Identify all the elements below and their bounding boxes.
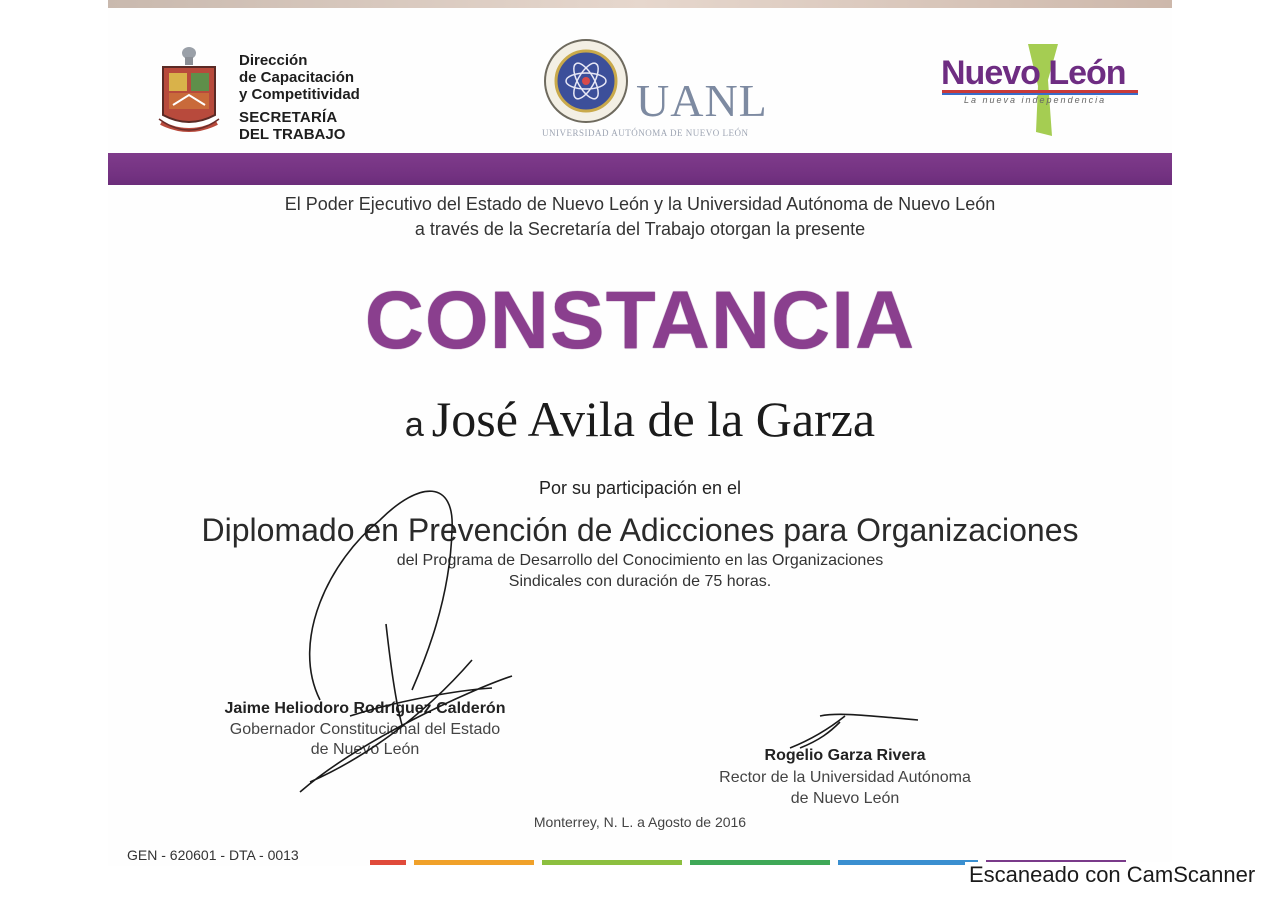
program-line-1: del Programa de Desarrollo del Conocimiento en las Organizaciones [396, 552, 884, 569]
program-line-2: Sindicales con duración de 75 horas. [508, 573, 772, 590]
uanl-subtitle: UNIVERSIDAD AUTÓNOMA DE NUEVO LEÓN [542, 128, 749, 138]
uanl-wordmark: UANL [636, 75, 768, 126]
signature-governor [300, 491, 512, 792]
certificate-title: CONSTANCIA [364, 275, 916, 366]
recipient-name: José Avila de la Garza [431, 391, 876, 447]
course-title: Diplomado en Prevención de Adicciones para Organizaciones [201, 512, 1079, 548]
signatory-2-name: Rogelio Garza Rivera [764, 747, 926, 764]
nuevo-leon-slogan: La nueva independencia [964, 95, 1107, 105]
recipient-prefix: a [404, 406, 424, 444]
signatory-1-role-line1: Gobernador Constitucional del Estado [229, 721, 501, 738]
document-code: GEN - 620601 - DTA - 0013 [127, 847, 299, 863]
secretaria-line1: Dirección [239, 52, 308, 69]
secretaria-line2: de Capacitación [239, 69, 355, 86]
nuevo-leon-wordmark: Nuevo León [941, 54, 1126, 92]
secretaria-line5: DEL TRABAJO [239, 126, 346, 143]
intro-line-2: a través de la Secretaría del Trabajo otorgan la presente [414, 219, 866, 239]
color-bar-segment [690, 860, 830, 865]
signatory-1-role-line2: de Nuevo León [310, 741, 420, 758]
color-bar-segment [838, 860, 978, 865]
signature-rector [790, 714, 918, 748]
secretaria-line3: y Competitividad [239, 86, 360, 103]
color-bar-segment [414, 860, 534, 865]
signatory-2-role-line1: Rector de la Universidad Autónoma [719, 769, 971, 786]
scanner-watermark: Escaneado con CamScanner [965, 862, 1259, 888]
color-bar-segment [542, 860, 682, 865]
place-and-date: Monterrey, N. L. a Agosto de 2016 [533, 814, 747, 830]
signatory-1-name: Jaime Heliodoro Rodríguez Calderón [224, 700, 506, 717]
intro-line-1: El Poder Ejecutivo del Estado de Nuevo León y la Universidad Autónoma de Nuevo León [284, 194, 996, 214]
participation-text: Por su participación en el [538, 478, 742, 498]
color-bar-segment [370, 860, 406, 865]
secretaria-line4: SECRETARÍA [239, 109, 338, 126]
signatory-2-role-line2: de Nuevo León [790, 790, 900, 807]
